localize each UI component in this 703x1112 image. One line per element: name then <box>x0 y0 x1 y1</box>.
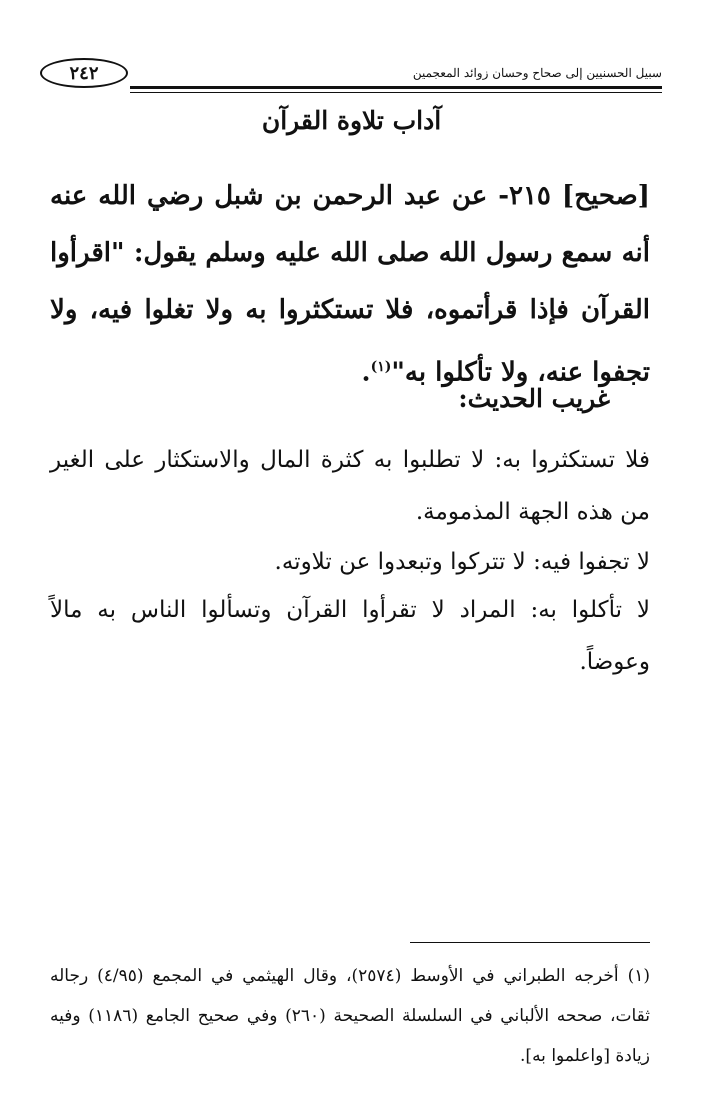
hadith-text-block: [صحيح] ٢١٥- عن عبد الرحمن بن شبل رضي الله عنه أنه سمع رسول الله صلى الله عليه وسلم يقول: "اقرأوا القرآن فإذا قرأتموه، فلا تستكثروا به ولا تغلوا فيه، ولا تجفوا عنه، ولا تأكلوا به"$^{(١)}$. <box>50 181 650 388</box>
section-title: آداب تلاوة القرآن <box>261 106 442 135</box>
explanation-3: لا تأكلوا به: المراد لا تقرأوا القرآن وتسألوا الناس به مالاً وعوضاً. <box>50 597 650 675</box>
hadith-body: عن عبد الرحمن بن شبل رضي الله عنه أنه سمع رسول الله صلى الله عليه وسلم يقول: "اقرأوا القرآن فإذا قرأتموه، فلا تستكثروا به ولا تغلوا فيه، ولا تجفوا عنه، ولا تأكلوا به" <box>50 181 650 388</box>
header-rule-thin <box>130 92 662 93</box>
running-title: سبيل الحسنيين إلى صحاح وحسان زوائد المعجمين <box>412 66 662 80</box>
explanation-2: لا تجفوا فيه: لا تتركوا وتبعدوا عن تلاوته. <box>274 549 650 575</box>
page-number: ٢٤٢ <box>40 58 128 88</box>
header-rule-thick <box>130 86 662 89</box>
explanation-1: فلا تستكثروا به: لا تطلبوا به كثرة المال والاستكثار على الغير من هذه الجهة المذمومة. <box>50 447 650 525</box>
footnote-divider <box>410 942 650 943</box>
footnote-marker: (١) <box>370 359 392 375</box>
footnote: (١) أخرجه الطبراني في الأوسط (٢٥٧٤)، وقال الهيثمي في المجمع (٤/٩٥) رجاله ثقات، صححه الألباني في السلسلة الصحيحة (٢٦٠) وفي صحيح الجامع (١١٨٦) وفيه زيادة [واعلموا به]. <box>50 966 651 1066</box>
hadith-number: ٢١٥- <box>498 181 551 211</box>
hadith-grade: [صحيح] <box>561 181 650 211</box>
gharib-heading: غريب الحديث: <box>458 384 610 413</box>
page-header <box>30 56 670 96</box>
